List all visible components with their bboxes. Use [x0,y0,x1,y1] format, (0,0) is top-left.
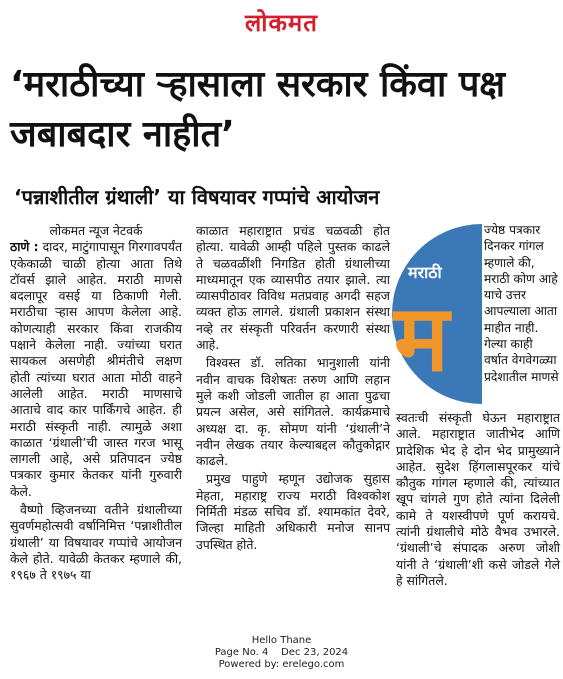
article-column-1 [10,223,182,586]
paragraph: विश्वस्त डॉ. लतिका भानुशाली यांनी नवीन वाचक विशेषतः तरुण आणि लहान मुले कशी जोडली जातील हा आता पुढचा प्रयत्न असेल, असे सांगितले. कार्यक्रमाचे अध्यक्ष दा. कृ. सोमण यांनी ‘ग्रंथाली’ने नवीन लेखक तयार केल्याबद्दल कौतुकोद्गार काढले. [196,355,390,469]
article-column-2 [196,223,390,555]
paragraph: ज्येष्ठ पत्रकार दिनकर गांगल म्हणाले की, मराठी कोण आहे याचे उत्तर आपल्याला आता माहीत नाही. गेल्या काही वर्षात वेगवेगळ्या प्रदेशातील माणसे [484,223,559,384]
byline: लोकमत न्यूज नेटवर्क [49,223,143,238]
footer-page-date: Page No. 4 Dec 23, 2024 [214,647,349,658]
masthead-logo: लोकमत [245,8,318,37]
logo-svg [386,220,482,408]
paragraph: स्वतःची संस्कृती घेऊन महाराष्ट्रात आले. महाराष्ट्रात जातीभेद आणि प्रादेशिक भेद हे दोन भेद प्रामुख्याने आहेत. सुदेश हिंगलासपूरकर यांचे कौतुक गांगल म्हणाले की, त्यांच्यात खूप चांगले गुण होते त्यांना दिलेली कामे ते यशस्वीपणे पूर्ण करायचे. त्यांनी ग्रंथालीचे मोठे वैभव उभारले. ‘ग्रंथाली’चे संपादक अरुण जोशी यांनी ते ‘ग्रंथाली’शी कसे जोडले गेले हे सांगितले. [396,410,560,588]
paragraph-text: दादर, माटुंगापासून गिरगावपर्यंत एकेकाळी चाळी होत्या आता तिथे टॉवर्स झाले आहेत. मराठी माणसे बदलापूर वसई या ठिकाणी गेली. मराठीचा ऱ्हास आपण केलेला आहे. कोणत्याही सरकार किंवा राजकीय पक्षाने केलेला नाही. ज्यांच्या घरात सायकल असणेही श्रीमंतीचे लक्षण होती त्यांच्या घरात आता मोठी वाहने आलेली आहेत. मराठी माणसाचे आताचे वाद कार पार्किंगचे आहेत. ही मराठी संस्कृती नाही. त्यामुळे अशा काळात ‘ग्रंथाली’ची जास्त गरज भासू लागली आहे, असे प्रतिपादन ज्येष्ठ पत्रकार कुमार केतकर यांनी गुरुवारी केले. [10,239,183,499]
headline: ‘मराठीच्या ऱ्हासाला सरकार किंवा पक्ष जबाबदार नाहीत’ [10,64,506,155]
logo-caption: मराठी [408,263,442,282]
subheadline: ‘पन्नाशीतील ग्रंथाली’ या विषयावर गप्पांचे आयोजन [14,185,380,209]
dateline: ठाणे : [10,239,39,255]
footer-powered-by: Powered by: erelego.com [218,659,345,670]
paragraph [10,239,182,500]
article-column-3-top [484,222,560,387]
paragraph: प्रमुख पाहुणे म्हणून उद्योजक सुहास मेहता, महाराष्ट्र राज्य मराठी विश्वकोश निर्मिती मंडळ सचिव डॉ. श्यामकांत देवरे, जिल्हा माहिती अधिकारी मनोज सानप उपस्थित होते. [196,471,390,552]
paragraph: वैष्णो व्हिजनच्या वतीने ग्रंथालीच्या सुवर्णमहोत्सवी वर्षानिमित्त ‘पन्नाशीतील ग्रंथाली’ या विषयावर गप्पांचे आयोजन केले होते. यावेळी केतकर म्हणाले की, १९६७ ते १९७५ या [10,502,182,583]
page-footer [0,635,563,671]
logo-letter: म [394,285,450,392]
article-column-3-bottom [396,410,560,591]
footer-edition: Hello Thane [251,635,312,646]
marathi-logo-graphic [386,220,482,408]
paragraph: काळात महाराष्ट्रात प्रचंड चळवळी होत होत्या. यावेळी आम्ही पहिले पुस्तक काढले ते चळवळींशी निगडित होती ग्रंथालीच्या माध्यमातून एक व्यासपीठ तयार झाले. त्या व्यासपीठावर विविध मतप्रवाह अगदी सहज व्यक्त होऊ लागले. ग्रंथाली प्रकाशन संस्था नव्हे तर संस्कृती परिवर्तन करणारी संस्था आहे. [196,223,390,353]
